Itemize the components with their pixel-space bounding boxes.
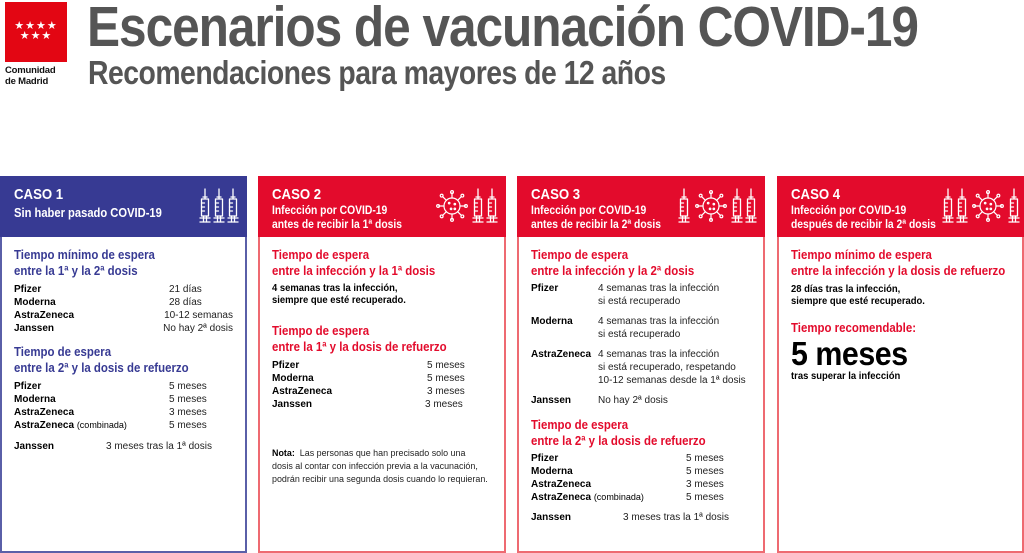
card-body bbox=[2, 237, 245, 453]
syringe-icon bbox=[227, 188, 239, 226]
case-subtitle-line2: antes de recibir la 2ª dosis bbox=[531, 217, 662, 231]
section-title-line2: entre la 1ª y la dosis de refuerzo bbox=[272, 339, 447, 354]
section-title-line1: Tiempo de espera bbox=[531, 417, 629, 432]
note-line1: Las personas que han precisado solo una bbox=[299, 448, 466, 459]
interval-value: 3 meses bbox=[427, 386, 465, 397]
table-row bbox=[531, 394, 751, 407]
recommended-time-value: 5 meses bbox=[791, 335, 908, 372]
vaccine-name: Moderna bbox=[14, 297, 56, 308]
table-row bbox=[272, 398, 492, 411]
vaccine-name: AstraZeneca bbox=[531, 349, 592, 360]
case-subtitle-line2: antes de recibir la 1ª dosis bbox=[272, 217, 403, 231]
section-text-line1: 28 días tras la infección, bbox=[791, 283, 901, 295]
vaccine-name: Moderna bbox=[531, 466, 573, 477]
table-row bbox=[531, 282, 751, 308]
header-icons bbox=[199, 188, 239, 226]
card-body bbox=[779, 237, 1022, 382]
table-row bbox=[14, 393, 233, 406]
section-title bbox=[791, 247, 1006, 279]
table-row bbox=[531, 511, 751, 524]
table-row bbox=[272, 359, 492, 372]
card-caso-2 bbox=[258, 176, 506, 553]
logo-text-line2: de Madrid bbox=[5, 76, 49, 87]
note bbox=[272, 447, 488, 486]
card-header bbox=[777, 176, 1024, 237]
section-title bbox=[14, 344, 207, 376]
interval-value bbox=[598, 348, 746, 387]
table-row bbox=[14, 440, 233, 453]
interval-value: 5 meses bbox=[686, 453, 724, 464]
vaccine-name: Janssen bbox=[14, 441, 55, 452]
case-number: CASO 3 bbox=[531, 186, 581, 203]
interval-line: 4 semanas tras la infección bbox=[598, 349, 720, 360]
booster-table bbox=[531, 452, 751, 524]
table-row bbox=[531, 452, 751, 465]
table-row bbox=[14, 283, 233, 296]
vaccine-name: AstraZeneca bbox=[14, 310, 75, 321]
interval-value: 5 meses bbox=[169, 394, 207, 405]
vaccine-name: Moderna bbox=[14, 394, 56, 405]
syringe-icon bbox=[942, 188, 954, 226]
interval-value: 3 meses tras la 1ª dosis bbox=[623, 512, 729, 523]
vaccine-name: AstraZeneca bbox=[531, 479, 592, 490]
section-title-line2: entre la infección y la 1ª dosis bbox=[272, 263, 436, 278]
vaccine-name: Janssen bbox=[531, 395, 572, 406]
syringe-icon bbox=[678, 188, 690, 226]
vaccine-qualifier: (combinada) bbox=[76, 420, 127, 430]
section-title-line2: entre la 2ª y la dosis de refuerzo bbox=[14, 360, 189, 375]
syringe-icon bbox=[731, 188, 743, 226]
interval-value: 3 meses bbox=[425, 399, 463, 410]
interval-line: 4 semanas tras la infección bbox=[598, 283, 720, 294]
note-line3: podrán recibir una segunda dosis cuando lo requieran. bbox=[272, 474, 488, 485]
interval-line: si está recuperado bbox=[598, 296, 681, 307]
vaccine-qualifier: (combinada) bbox=[593, 492, 644, 502]
note-line2: dosis al contar con infección previa a la vacunación, bbox=[272, 461, 478, 472]
syringe-icon bbox=[486, 188, 498, 226]
interval-value: 5 meses bbox=[427, 360, 465, 371]
vaccine-name: Janssen bbox=[272, 399, 313, 410]
virus-icon bbox=[972, 190, 1004, 222]
note-label: Nota: bbox=[272, 448, 295, 459]
case-subtitle: Sin haber pasado COVID-19 bbox=[14, 205, 162, 220]
section-text-line2: siempre que esté recuperado. bbox=[272, 294, 406, 306]
page-title: Escenarios de vacunación COVID-19 bbox=[87, 0, 918, 59]
logo-text-line1: Comunidad bbox=[5, 65, 56, 76]
interval-value: 28 días bbox=[169, 297, 202, 308]
interval-value: 21 días bbox=[169, 284, 202, 295]
virus-icon bbox=[695, 190, 727, 222]
card-body bbox=[260, 237, 504, 486]
section-title-line2: entre la 2ª y la dosis de refuerzo bbox=[531, 433, 706, 448]
recommended-time-label: Tiempo recomendable: bbox=[791, 320, 917, 335]
syringe-icon bbox=[472, 188, 484, 226]
table-row bbox=[14, 419, 233, 432]
case-number: CASO 4 bbox=[791, 186, 841, 203]
interval-table bbox=[531, 282, 751, 407]
interval-line: No hay 2ª dosis bbox=[598, 395, 668, 406]
table-row bbox=[531, 478, 751, 491]
section-title bbox=[14, 247, 207, 279]
case-subtitle-line1: Infección por COVID-19 bbox=[791, 203, 907, 217]
booster-table bbox=[14, 380, 233, 453]
case-subtitle-line2: después de recibir la 2ª dosis bbox=[791, 217, 936, 231]
vaccine-name: Moderna bbox=[531, 316, 573, 327]
interval-line: 4 semanas tras la infección bbox=[598, 316, 720, 327]
madrid-flag-icon bbox=[5, 2, 67, 62]
vaccine-name: Pfizer bbox=[272, 360, 300, 371]
interval-value: 3 meses tras la 1ª dosis bbox=[106, 441, 212, 452]
interval-value: 5 meses bbox=[169, 381, 207, 392]
section-title-line2: entre la infección y la dosis de refuerzo bbox=[791, 263, 1006, 278]
card-header bbox=[258, 176, 506, 237]
vaccine-name: AstraZeneca bbox=[14, 407, 75, 418]
recommended-time-caption: tras superar la infección bbox=[791, 370, 901, 382]
interval-value: 5 meses bbox=[686, 492, 724, 503]
table-row bbox=[531, 315, 751, 341]
booster-table bbox=[272, 359, 492, 411]
vaccine-name: Pfizer bbox=[531, 283, 559, 294]
table-row bbox=[531, 491, 751, 504]
card-header bbox=[0, 176, 247, 237]
case-subtitle-line1: Infección por COVID-19 bbox=[531, 203, 647, 217]
section-title-line1: Tiempo mínimo de espera bbox=[14, 247, 155, 262]
header-icons bbox=[942, 188, 1020, 226]
card-header bbox=[517, 176, 765, 237]
section-title-line1: Tiempo de espera bbox=[14, 344, 112, 359]
interval-value: 3 meses bbox=[686, 479, 724, 490]
interval-value: 5 meses bbox=[686, 466, 724, 477]
vaccine-name: AstraZeneca bbox=[272, 386, 333, 397]
table-row bbox=[14, 322, 233, 335]
section-title-line1: Tiempo de espera bbox=[272, 247, 370, 262]
table-row bbox=[14, 296, 233, 309]
vaccine-name: AstraZeneca bbox=[531, 492, 592, 503]
page-subtitle: Recomendaciones para mayores de 12 años bbox=[88, 54, 666, 91]
table-row bbox=[14, 309, 233, 322]
case-subtitle-line1: Infección por COVID-19 bbox=[272, 203, 388, 217]
logo-text bbox=[5, 65, 67, 87]
stars-icon: ★★★★ ★★★ bbox=[14, 19, 58, 42]
table-row bbox=[14, 406, 233, 419]
table-row bbox=[531, 465, 751, 478]
interval-value: 5 meses bbox=[169, 420, 207, 431]
syringe-icon bbox=[1008, 188, 1020, 226]
section-title-line1: Tiempo de espera bbox=[272, 323, 370, 338]
section-title bbox=[531, 417, 725, 449]
header-icons bbox=[436, 188, 498, 226]
section-title bbox=[272, 247, 466, 279]
header-icons bbox=[678, 188, 757, 226]
syringe-icon bbox=[745, 188, 757, 226]
section-title-line1: Tiempo mínimo de espera bbox=[791, 247, 932, 262]
interval-value: 3 meses bbox=[169, 407, 207, 418]
table-row bbox=[14, 380, 233, 393]
interval-line: si está recuperado, respetando bbox=[598, 362, 736, 373]
section-text-line1: 4 semanas tras la infección, bbox=[272, 282, 398, 294]
section-text bbox=[791, 283, 988, 307]
vaccine-name: Janssen bbox=[531, 512, 572, 523]
interval-value bbox=[598, 282, 719, 308]
interval-value: No hay 2ª dosis bbox=[163, 323, 233, 334]
vaccine-name: Pfizer bbox=[531, 453, 559, 464]
table-row bbox=[272, 372, 492, 385]
vaccine-name: Moderna bbox=[272, 373, 314, 384]
case-number: CASO 2 bbox=[272, 186, 322, 203]
interval-table bbox=[14, 283, 233, 335]
section-title bbox=[531, 247, 725, 279]
vaccine-name: AstraZeneca bbox=[14, 420, 75, 431]
section-title-line2: entre la 1ª y la 2ª dosis bbox=[14, 263, 138, 278]
interval-line: si está recuperado bbox=[598, 329, 681, 340]
case-number: CASO 1 bbox=[14, 186, 64, 203]
syringe-icon bbox=[213, 188, 225, 226]
section-title bbox=[272, 323, 466, 355]
card-caso-1 bbox=[0, 176, 247, 553]
section-text-line2: siempre que esté recuperado. bbox=[791, 295, 925, 307]
vaccine-name: Janssen bbox=[14, 323, 55, 334]
syringe-icon bbox=[956, 188, 968, 226]
section-title-line1: Tiempo de espera bbox=[531, 247, 629, 262]
vaccine-name: Pfizer bbox=[14, 381, 42, 392]
table-row bbox=[272, 385, 492, 398]
section-text bbox=[272, 282, 470, 306]
interval-value: 10-12 semanas bbox=[164, 310, 233, 321]
interval-value bbox=[598, 315, 719, 341]
card-body bbox=[519, 237, 763, 524]
interval-value bbox=[598, 394, 668, 407]
virus-icon bbox=[436, 190, 468, 222]
vaccine-name: Pfizer bbox=[14, 284, 42, 295]
section-title-line2: entre la infección y la 2ª dosis bbox=[531, 263, 695, 278]
table-row bbox=[531, 348, 751, 387]
interval-line: 10-12 semanas desde la 1ª dosis bbox=[598, 375, 746, 386]
syringe-icon bbox=[199, 188, 211, 226]
card-caso-3 bbox=[517, 176, 765, 553]
interval-value: 5 meses bbox=[427, 373, 465, 384]
comunidad-madrid-logo bbox=[5, 2, 67, 87]
card-caso-4 bbox=[777, 176, 1024, 553]
